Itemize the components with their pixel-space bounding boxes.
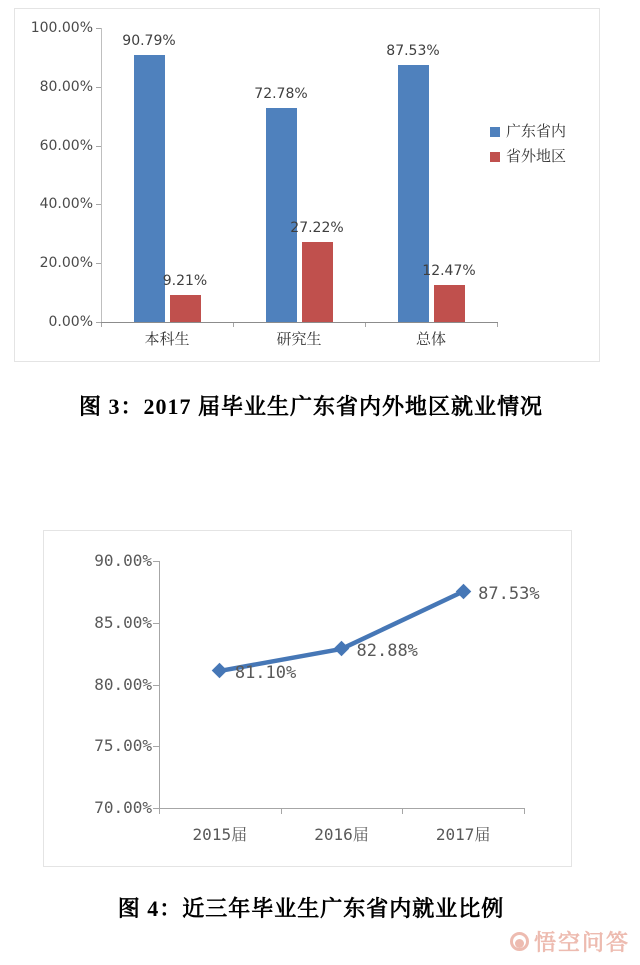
figure3-bar-chart [14,8,600,362]
bar-value-label: 12.47% [422,263,476,280]
bar [434,285,465,322]
y-tick-label: 40.00% [39,196,93,213]
y-tick-label: 60.00% [39,137,93,154]
bar-value-label: 27.22% [290,219,344,236]
watermark [510,926,630,957]
figure4-line-chart [43,530,572,867]
bar-value-label: 90.79% [122,33,176,50]
data-point-label: 81.10% [234,662,297,683]
bar-value-label: 9.21% [162,272,208,289]
x-category-label: 2015届 [192,825,248,844]
legend-item [490,124,566,139]
y-tick-label: 85.00% [94,612,152,632]
y-tick-label: 70.00% [94,798,152,817]
x-category-label: 总体 [415,330,446,348]
y-tick-label: 0.00% [48,314,93,330]
bar [170,295,201,322]
x-tick-mark [233,323,234,327]
y-tick-label: 75.00% [94,736,152,756]
bar [302,242,333,322]
y-axis-line [101,28,102,322]
bar-value-label: 87.53% [386,42,440,59]
x-tick-mark [365,323,366,327]
x-category-label: 2016届 [314,825,369,844]
legend-label: 省外地区 [506,147,567,165]
y-tick-label: 90.00% [94,551,152,570]
wukong-logo-icon [510,932,529,951]
data-point-label: 87.53% [478,583,540,604]
y-tick-label: 100.00% [30,20,93,36]
y-tick-label: 80.00% [39,78,93,95]
x-tick-mark [101,323,102,327]
x-category-label: 本科生 [144,330,190,348]
watermark-text: 悟空问答 [533,931,630,956]
x-axis-line [101,322,498,323]
x-category-label: 2017届 [435,825,491,844]
legend-label: 广东省内 [506,122,567,140]
bar [398,65,429,322]
figure3-caption: 图 3：2017 届毕业生广东省内外地区就业情况 [78,394,543,419]
line-series [44,531,571,866]
y-tick-label: 80.00% [94,674,152,694]
legend-item [490,149,566,164]
y-tick-label: 20.00% [39,255,93,272]
bar [266,108,297,322]
bar-value-label: 72.78% [254,86,308,103]
x-tick-mark [497,323,498,327]
figure4-caption: 图 4：近三年毕业生广东省内就业比例 [117,896,505,921]
legend-swatch [490,127,500,137]
legend-swatch [490,152,500,162]
data-point-label: 82.88% [356,640,418,661]
x-category-label: 研究生 [276,330,322,348]
